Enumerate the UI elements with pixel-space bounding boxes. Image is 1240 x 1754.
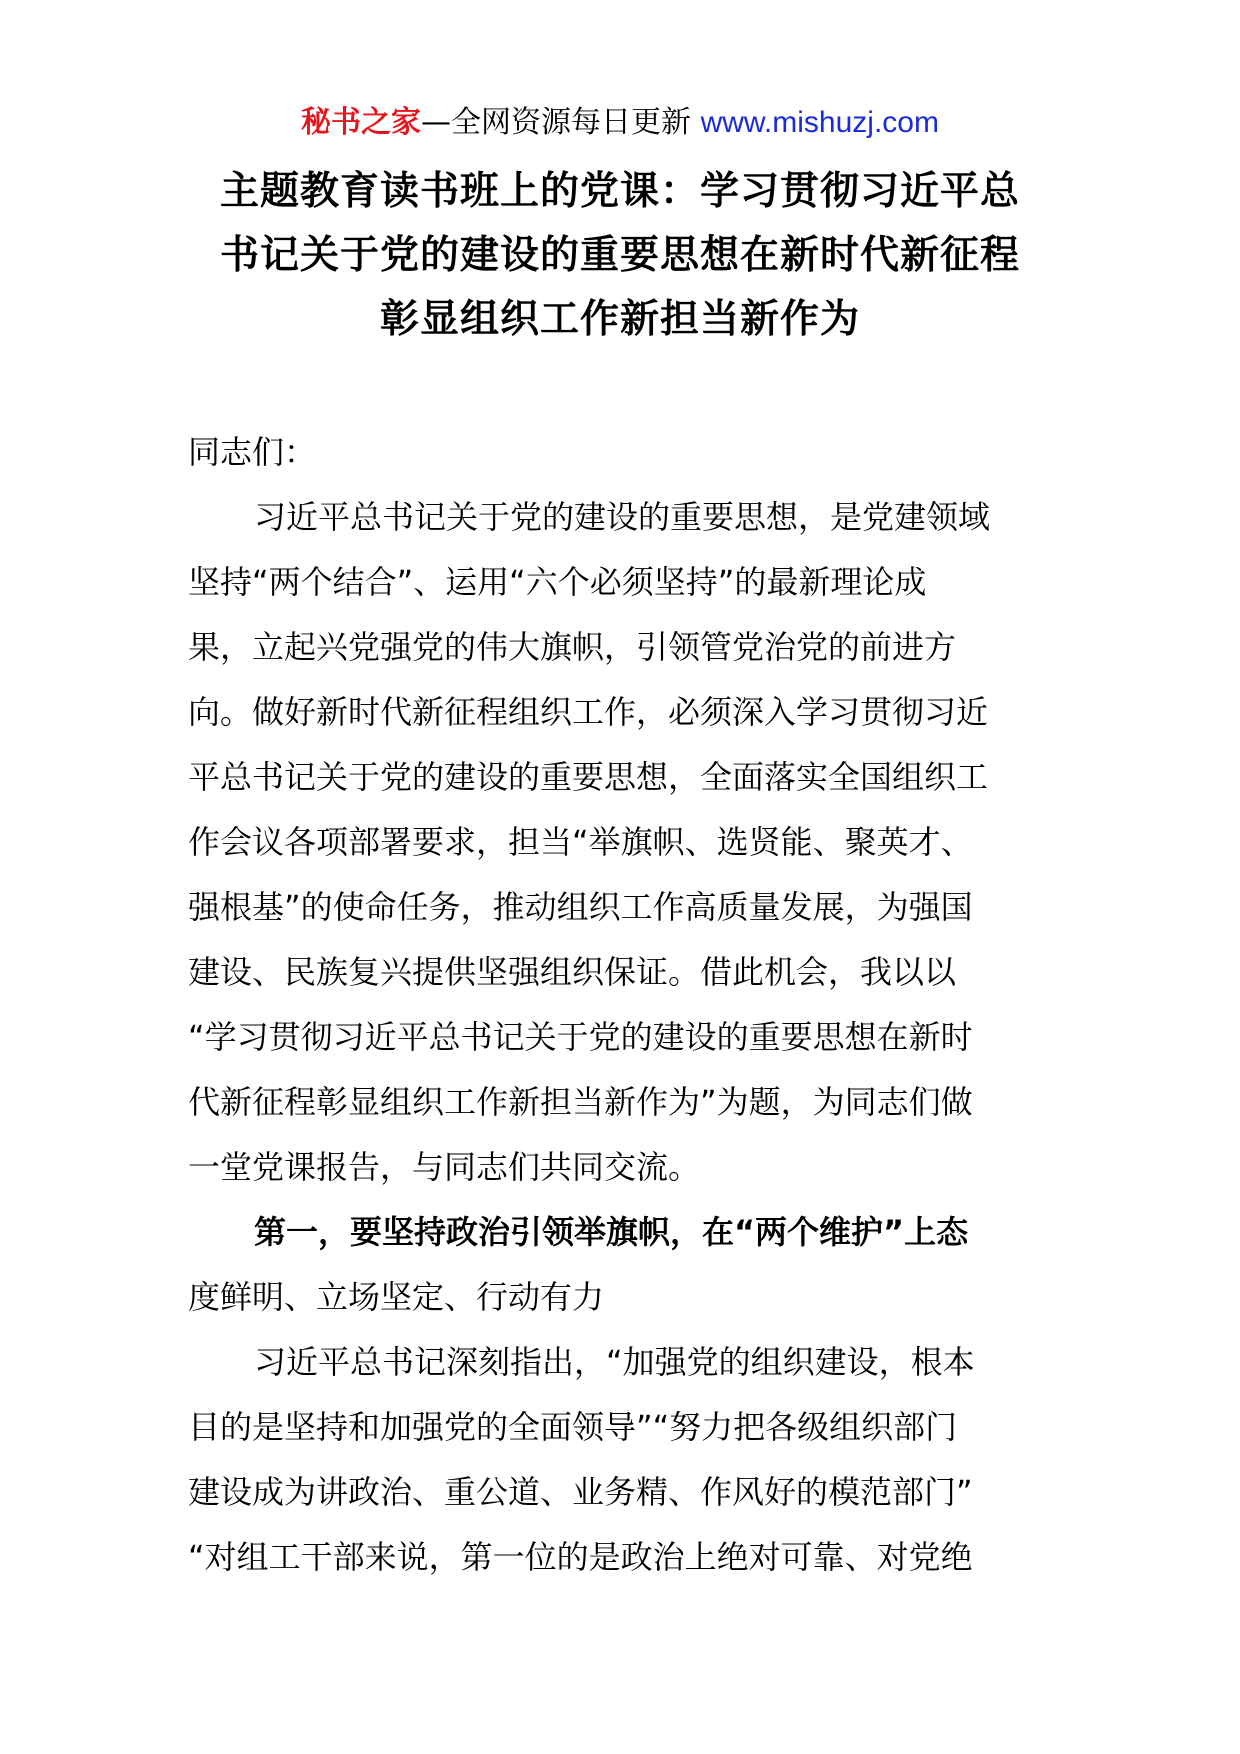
title-line: 主题教育读书班上的党课：学习贯彻习近平总	[219, 169, 1020, 214]
salutation: 同志们：	[188, 433, 317, 471]
paragraph-line: 建设成为讲政治、重公道、业务精、作风好的模范部门”	[188, 1473, 973, 1511]
paragraph-line: 果，立起兴党强党的伟大旗帜，引领管党治党的前进方	[188, 628, 957, 666]
paragraph-line: 坚持“两个结合”、运用“六个必须坚持”的最新理论成	[188, 563, 927, 601]
paragraph-line: 建设、民族复兴提供坚强组织保证。借此机会，我以以	[188, 953, 957, 991]
document-title	[160, 160, 1080, 352]
title-line: 彰显组织工作新担当新作为	[379, 297, 860, 342]
paragraph-line: 代新征程彰显组织工作新担当新作为”为题，为同志们做	[188, 1083, 973, 1121]
title-line: 书记关于党的建设的重要思想在新时代新征程	[219, 233, 1020, 278]
paragraph-line: 向。做好新时代新征程组织工作，必须深入学习贯彻习近	[188, 693, 989, 731]
paragraph-line: “对组工干部来说，第一位的是政治上绝对可靠、对党绝	[188, 1538, 973, 1576]
paragraph-line: 强根基”的使命任务，推动组织工作高质量发展，为强国	[188, 888, 973, 926]
paragraph-line: 平总书记关于党的建设的重要思想，全面落实全国组织工	[188, 758, 989, 796]
site-url-link[interactable]: www.mishuzj.com	[700, 106, 939, 139]
paragraph-line: 一堂党课报告，与同志们共同交流。	[188, 1148, 701, 1186]
paragraph-line: 目的是坚持和加强党的全面领导”“努力把各级组织部门	[188, 1408, 958, 1446]
document-body	[188, 420, 1056, 1590]
section-heading: 第一，要坚持政治引领举旗帜，在“两个维护”上态	[254, 1213, 969, 1251]
section-heading: 度鲜明、立场坚定、行动有力	[188, 1278, 605, 1316]
paragraph-line: 习近平总书记深刻指出，“加强党的组织建设，根本	[254, 1343, 975, 1381]
site-header	[0, 98, 1240, 148]
paragraph-line: “学习贯彻习近平总书记关于党的建设的重要思想在新时	[188, 1018, 973, 1056]
paragraph-line: 习近平总书记关于党的建设的重要思想，是党建领域	[254, 498, 991, 536]
brand-name: 秘书之家	[301, 105, 422, 140]
header-tagline: —全网资源每日更新	[421, 105, 701, 140]
paragraph-line: 作会议各项部署要求，担当“举旗帜、选贤能、聚英才、	[188, 823, 973, 861]
